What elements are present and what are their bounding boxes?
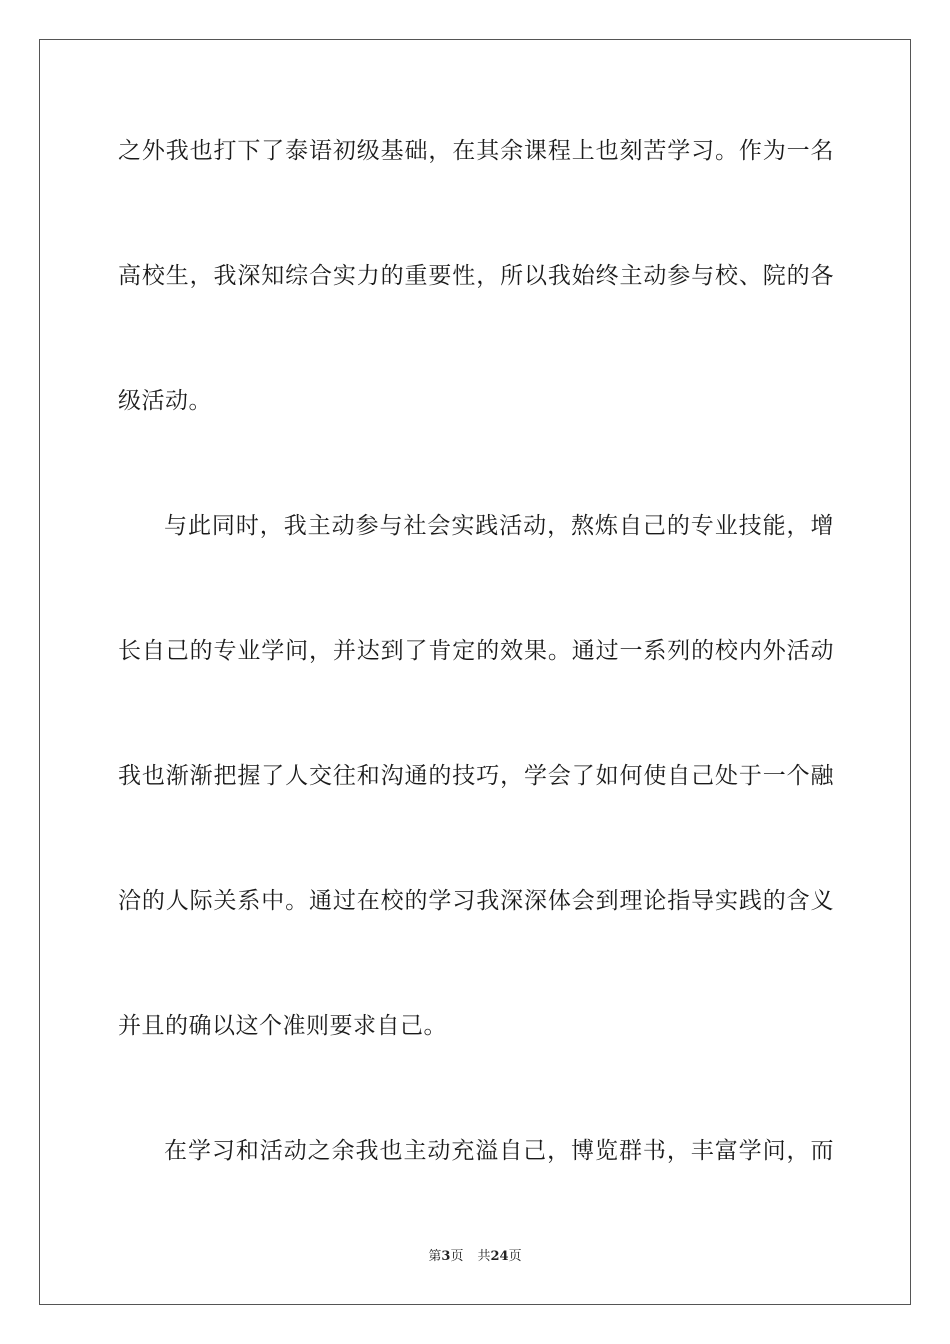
body-line-9: 在学习和活动之余我也主动充溢自己，博览群书，丰富学问，而: [164, 1138, 834, 1164]
body-line-8: 并且的确以这个准则要求自己。: [118, 1013, 447, 1039]
body-line-1: 之外我也打下了泰语初级基础，在其余课程上也刻苦学习。作为一名: [118, 138, 834, 164]
body-line-3: 级活动。: [118, 388, 212, 414]
total-suffix: 页: [508, 1249, 522, 1264]
total-prefix: 共: [477, 1249, 491, 1264]
page-number: 3: [441, 1249, 451, 1264]
page-footer: [0, 1248, 950, 1266]
body-line-6: 我也渐渐把握了人交往和沟通的技巧，学会了如何使自己处于一个融: [118, 763, 834, 789]
total-pages: 24: [490, 1249, 509, 1264]
page-suffix: 页: [450, 1249, 464, 1264]
body-line-5: 长自己的专业学问，并达到了肯定的效果。通过一系列的校内外活动: [118, 638, 834, 664]
page-prefix: 第: [428, 1249, 442, 1264]
body-line-2: 高校生，我深知综合实力的重要性，所以我始终主动参与校、院的各: [118, 263, 834, 289]
body-line-4: 与此同时，我主动参与社会实践活动，熬炼自己的专业技能，增: [164, 513, 834, 539]
body-line-7: 洽的人际关系中。通过在校的学习我深深体会到理论指导实践的含义: [118, 888, 834, 914]
page-border: [39, 39, 911, 1305]
